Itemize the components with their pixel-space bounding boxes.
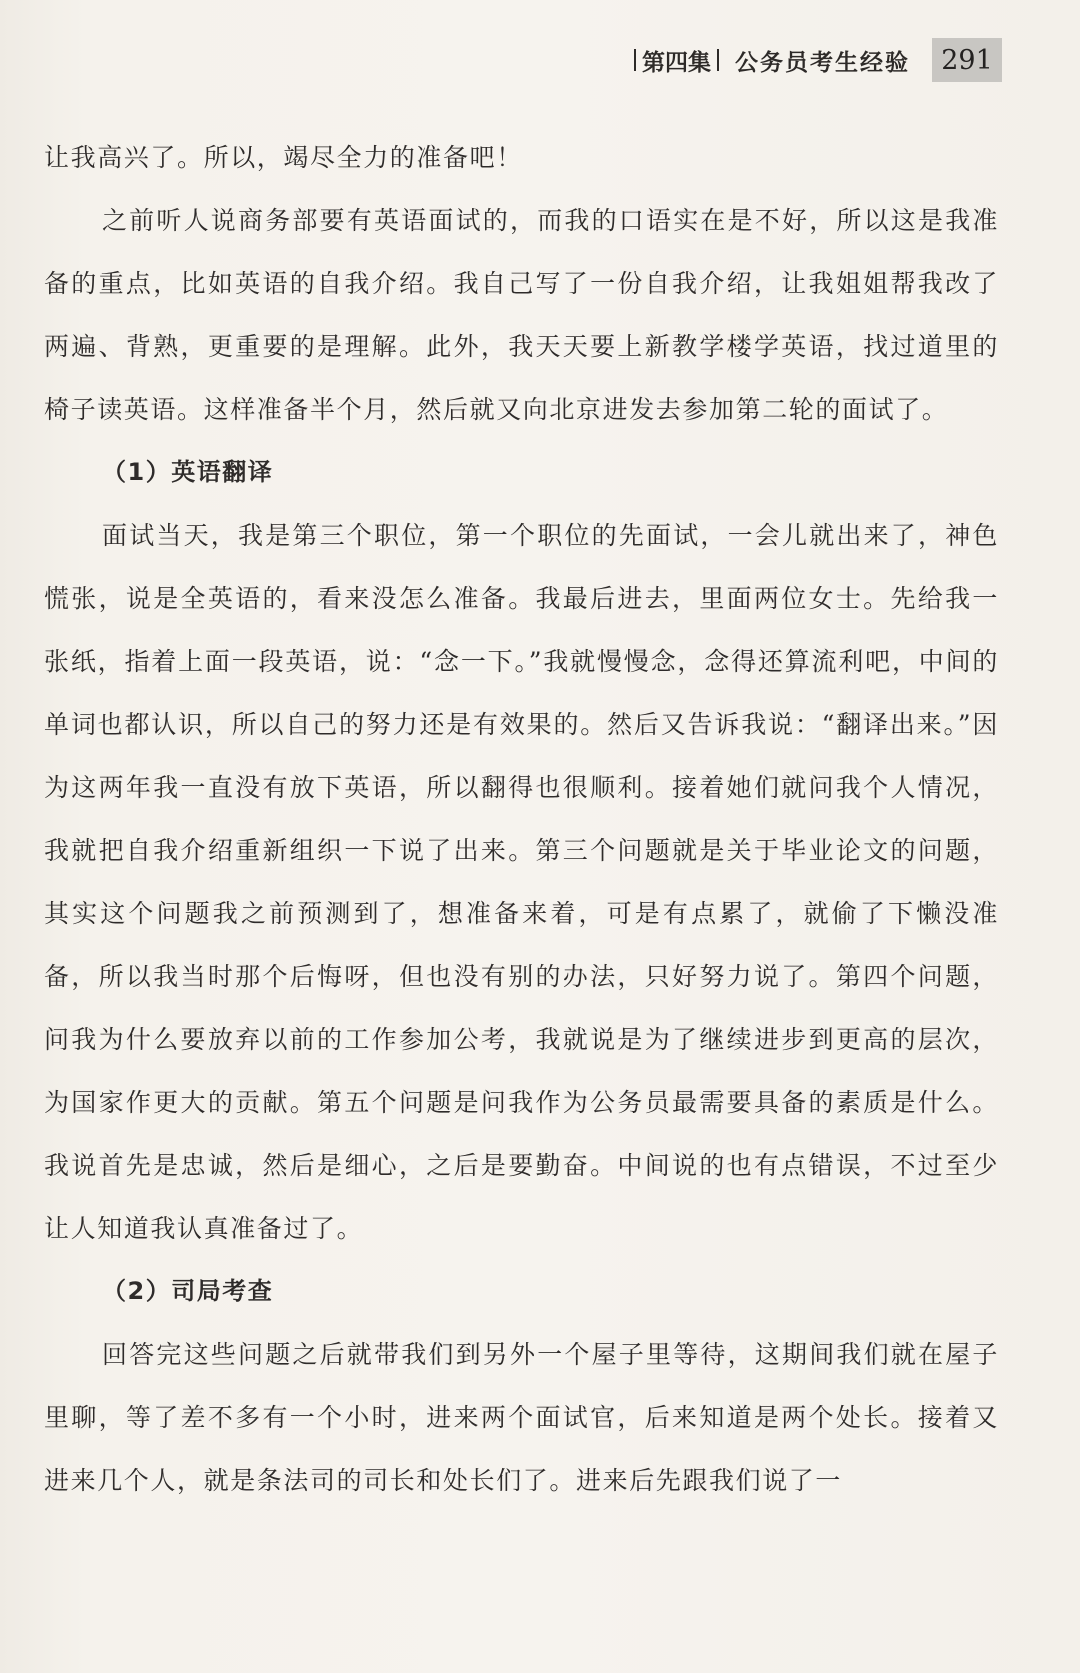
body-text <box>44 126 999 1512</box>
paragraph: 让我高兴了。所以，竭尽全力的准备吧！ <box>44 143 523 172</box>
section-heading: （1）英语翻译 <box>102 458 274 486</box>
paragraph: 面试当天，我是第三个职位，第一个职位的先面试，一会儿就出来了，神色慌张，说是全英语的，看来没怎么准备。我最后进去，里面两位女士。先给我一张纸，指着上面一段英语，说：“念一下。”我就慢慢念，念得还算流利吧，中间的单词也都认识，所以自己的努力还是有效果的。然后又告诉我说：“翻译出来。”因为这两年我一直没有放下英语，所以翻得也很顺利。接着她们就问我个人情况，我就把自我介绍重新组织一下说了出来。第三个问题就是关于毕业论文的问题，其实这个问题我之前预测到了，想准备来着，可是有点累了，就偷了下懒没准备，所以我当时那个后悔呀，但也没有别的办法，只好努力说了。第四个问题，问我为什么要放弃以前的工作参加公考，我就说是为了继续进步到更高的层次，为国家作更大的贡献。第五个问题是问我作为公务员最需要具备的素质是什么。我说首先是忠诚，然后是细心，之后是要勤奋。中间说的也有点错误，不过至少让人知道我认真准备过了。 <box>44 521 999 1243</box>
paragraph: 回答完这些问题之后就带我们到另外一个屋子里等待，这期间我们就在屋子里聊，等了差不多有一个小时，进来两个面试官，后来知道是两个处长。接着又进来几个人，就是条法司的司长和处长们了。进来后先跟我们说了一 <box>44 1340 999 1495</box>
page-number: 291 <box>932 38 1002 82</box>
header-title: 公务员考生经验 <box>735 49 910 76</box>
paragraph: 之前听人说商务部要有英语面试的，而我的口语实在是不好，所以这是我准备的重点，比如英语的自我介绍。我自己写了一份自我介绍，让我姐姐帮我改了两遍、背熟，更重要的是理解。此外，我天天要上新教学楼学英语，找过道里的椅子读英语。这样准备半个月，然后就又向北京进发去参加第二轮的面试了。 <box>44 206 999 424</box>
header-divider <box>634 49 636 71</box>
header-section: 第四集 <box>642 49 711 76</box>
header-divider <box>717 49 719 71</box>
running-header <box>628 38 1002 82</box>
section-heading: （2）司局考查 <box>102 1277 274 1305</box>
